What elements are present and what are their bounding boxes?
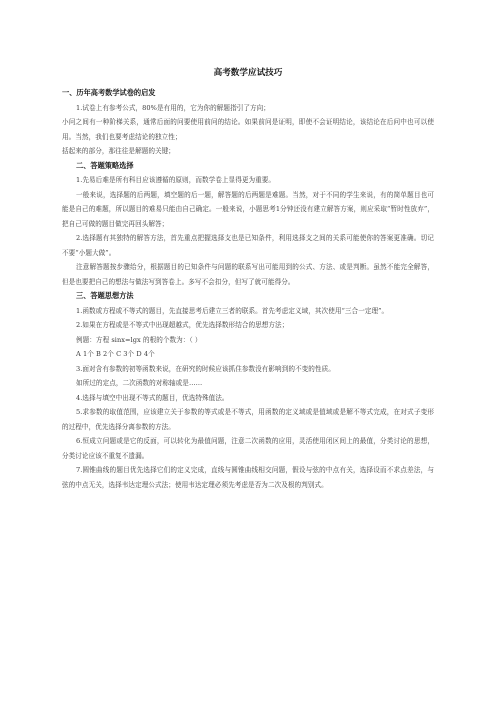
example-options: A 1个 B 2个 C 3个 D 4个 [76, 350, 155, 358]
paragraph: 1.试卷上有参考公式，80%是有用的，它为你的解题指引了方向； [76, 103, 270, 112]
paragraph: 括起来的部分，那往往是解题的关键； [62, 147, 175, 155]
section-heading-1: 一、历年高考数学试卷的启发 [62, 88, 156, 97]
paragraph: 2.如果在方程或是不等式中出现超越式，优先选择数形结合的思想方法； [76, 321, 289, 329]
paragraph: 4.选择与填空中出现不等式的题目，优选特殊值法。 [76, 393, 229, 402]
paragraph: 5.求参数的取值范围，应该建立关于参数的等式或是不等式，用函数的定义域或是值域或是解不等式完成，在对式子变形的过程中，优先选择分离参数的方法。 [62, 408, 434, 431]
paragraph: 3.面对含有参数的初等函数来说，在研究的时候应该抓住参数没有影响到的不变的性质。 [76, 364, 335, 373]
section-heading-2: 二、答题策略选择 [76, 160, 134, 170]
section-heading-3: 三、答题思想方法 [76, 291, 134, 300]
paragraph: 如所过的定点，二次函数的对称轴或是…… [76, 379, 203, 387]
paragraph: 一般来说，选择题的后两题，填空题的后一题，解答题的后两题是难题。当然，对于不同的学生来说，有的简单题目也可能是自己的难题，所以题目的难易只能由自己确定。一般来说，小题思考1分钟还没有建立解答方案，则应采取“暂时性放弃”，把自己可做的题目做完再回头解答； [62, 190, 434, 228]
example-question: 例题：方程 sinx=lgx 的根的个数为：（ ） [76, 335, 202, 344]
paragraph: 6.恒成立问题或是它的反面，可以转化为最值问题，注意二次函数的应用，灵活使用闭区间上的最值，分类讨论的思想，分类讨论应该不重复不遗漏。 [62, 437, 434, 460]
paragraph: 1.先易后难是所有科目应该遵循的原则，而数学卷上显得更为重要。 [76, 176, 276, 184]
paragraph: 小问之间有一种阶梯关系，通常后面的问要使用前问的结论。如果前问是证明，即使不会证明结论，该结论在后问中也可以使用。当然，我们也要考虑结论的独立性； [62, 118, 434, 141]
paragraph: 7.圆锥曲线的题目优先选择它们的定义完成，直线与圆锥曲线相交问题，假设与弦的中点有关，选择设而不求点差法，与弦的中点无关，选择韦达定理公式法；使用韦达定理必须先考虑是否为二次及根的判别式。 [62, 466, 434, 489]
paragraph: 2.选择题有其独特的解答方法，首先重点把握选择支也是已知条件，利用选择支之间的关系可能使你的答案更准确。切记不要“小题大做”。 [62, 234, 434, 257]
paragraph: 注意解答题按步骤给分，根据题目的已知条件与问题的联系写出可能用到的公式、方法、或是判断。虽然不能完全解答，但是也要把自己的想法与做法写到答卷上。多写不会扣分，但写了就可能得分。 [62, 263, 434, 286]
document-title: 高考数学应试技巧 [213, 68, 283, 78]
paragraph: 1.函数或方程或不等式的题目，先直接思考后建立三者的联系。首先考虑定义域，其次使用“三合一定理”。 [76, 306, 389, 315]
